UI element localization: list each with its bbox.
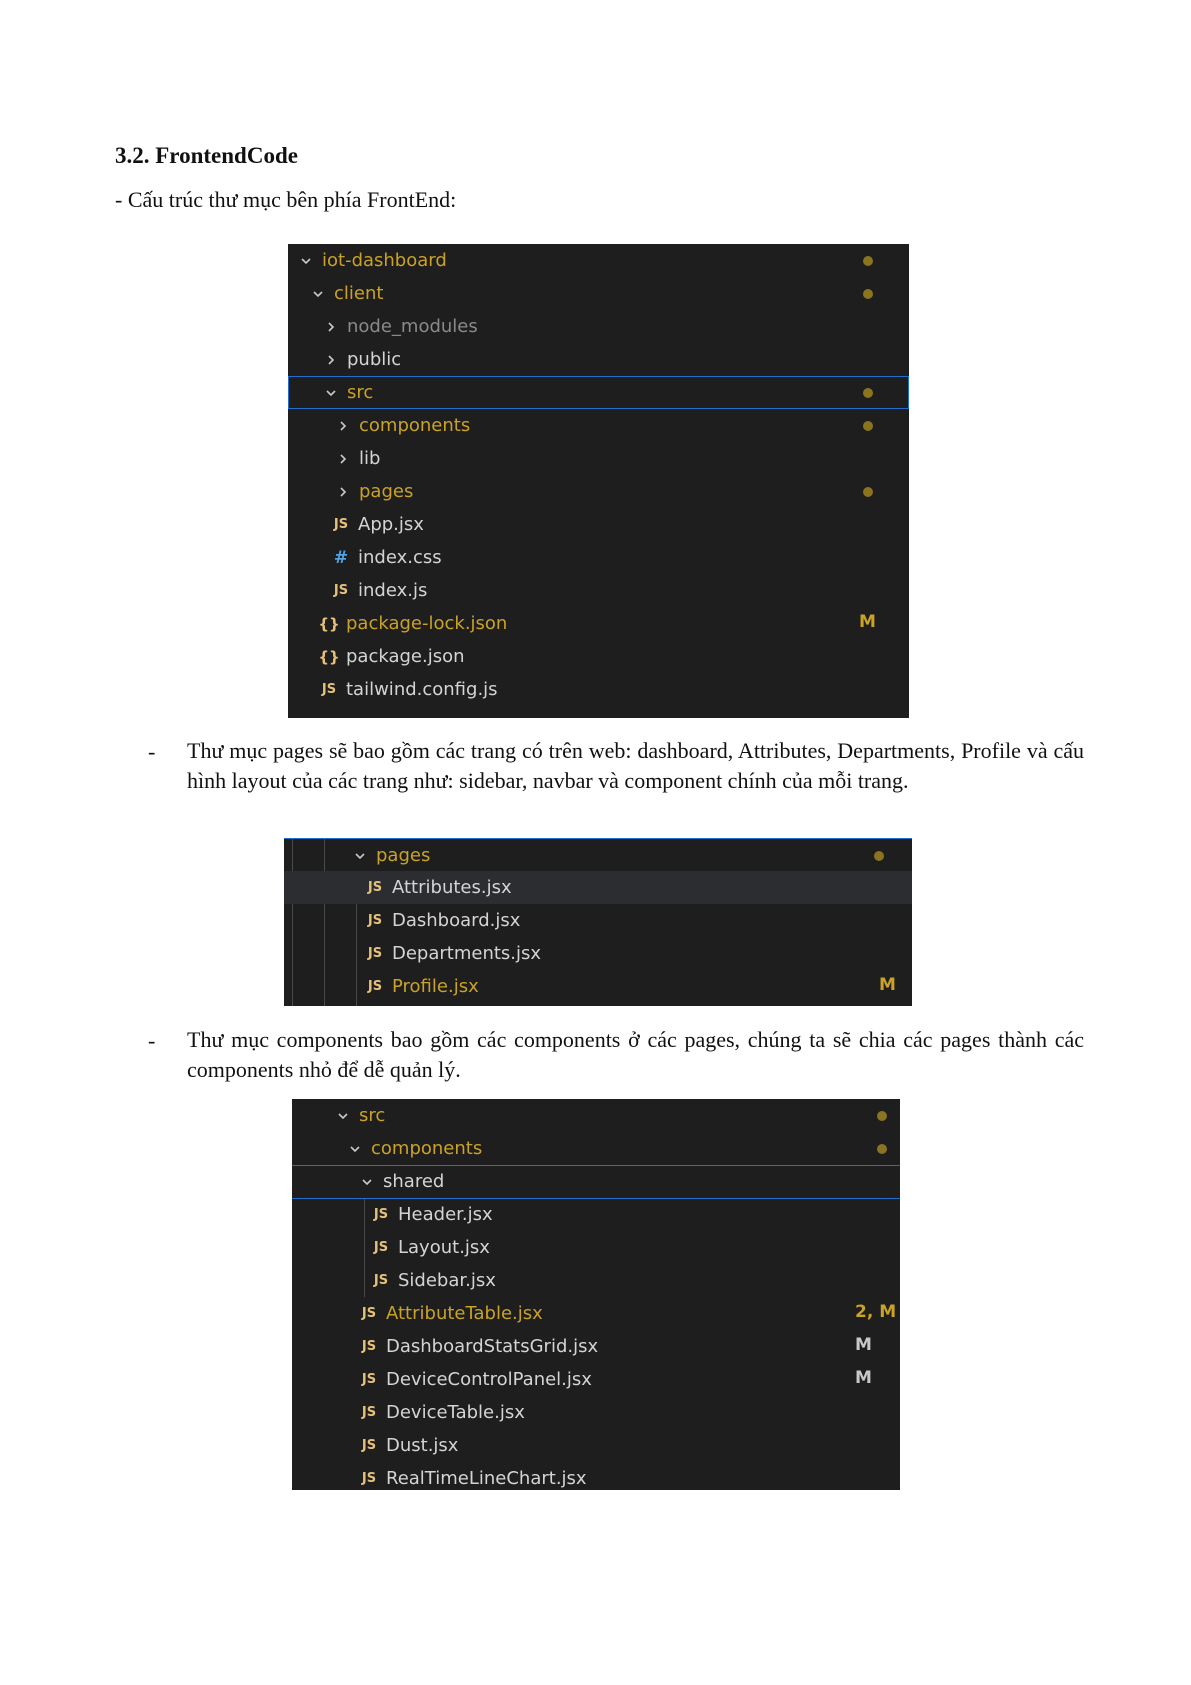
tree-file-row[interactable]: [292, 1231, 900, 1264]
tree-item-label: components: [359, 415, 471, 436]
js-file-icon: JS: [367, 913, 383, 928]
tree-item-label: AttributeTable.jsx: [386, 1303, 543, 1324]
tree-file-row[interactable]: [288, 640, 909, 673]
tree-folder-node_modules[interactable]: [288, 310, 909, 343]
tree-item-label: Departments.jsx: [392, 943, 542, 964]
tree-item-label: Layout.jsx: [398, 1237, 490, 1258]
chevron-down-icon[interactable]: [325, 387, 337, 399]
tree-item-label: DeviceControlPanel.jsx: [386, 1369, 592, 1390]
chevron-down-icon[interactable]: [300, 255, 312, 267]
tree-folder-lib[interactable]: [288, 442, 909, 475]
modified-dot-icon: [863, 421, 873, 431]
bullet-marker: -: [148, 1028, 156, 1053]
tree-item-label: shared: [383, 1171, 445, 1192]
chevron-down-icon[interactable]: [354, 850, 366, 862]
tree-item-label: pages: [376, 845, 431, 866]
js-file-icon: JS: [367, 946, 383, 961]
js-file-icon: JS: [373, 1240, 389, 1255]
tree-file-row[interactable]: [284, 937, 912, 970]
tree-file-row[interactable]: [284, 970, 912, 1003]
tree-item-label: pages: [359, 481, 414, 502]
tree-folder-src[interactable]: [292, 1099, 900, 1132]
tree-item-label: DashboardStatsGrid.jsx: [386, 1336, 599, 1357]
chevron-right-icon[interactable]: [337, 486, 349, 498]
modified-dot-icon: [863, 388, 873, 398]
file-explorer-components: [292, 1099, 900, 1490]
chevron-right-icon[interactable]: [337, 453, 349, 465]
js-file-icon: JS: [361, 1405, 377, 1420]
tree-folder-iot-dashboard[interactable]: [288, 244, 909, 277]
chevron-right-icon[interactable]: [325, 321, 337, 333]
tree-folder-pages[interactable]: [284, 838, 912, 873]
git-status-badge: 2, M: [855, 1302, 897, 1322]
section-heading: 3.2. FrontendCode: [115, 143, 298, 168]
tree-item-label: src: [347, 382, 374, 403]
file-explorer-root: [288, 244, 909, 718]
tree-item-label: package.json: [346, 646, 465, 667]
tree-file-row[interactable]: [292, 1429, 900, 1462]
js-file-icon: JS: [373, 1207, 389, 1222]
chevron-down-icon[interactable]: [337, 1110, 349, 1122]
tree-folder-components[interactable]: [292, 1132, 900, 1166]
modified-dot-icon: [874, 851, 884, 861]
js-file-icon: JS: [361, 1372, 377, 1387]
tree-item-label: Dashboard.jsx: [392, 910, 521, 931]
git-status-badge: M: [859, 612, 876, 632]
modified-dot-icon: [863, 487, 873, 497]
tree-item-label: DeviceTable.jsx: [386, 1402, 525, 1423]
js-file-icon: JS: [361, 1438, 377, 1453]
tree-file-row[interactable]: [292, 1264, 900, 1297]
chevron-down-icon[interactable]: [349, 1143, 361, 1155]
tree-item-label: node_modules: [347, 316, 478, 337]
tree-item-label: Dust.jsx: [386, 1435, 459, 1456]
tree-file-row[interactable]: [284, 904, 912, 937]
js-file-icon: JS: [373, 1273, 389, 1288]
tree-file-row[interactable]: [292, 1198, 900, 1231]
modified-dot-icon: [877, 1111, 887, 1121]
tree-item-label: Profile.jsx: [392, 976, 479, 997]
tree-item-label: index.css: [358, 547, 442, 568]
tree-file-row[interactable]: [292, 1363, 900, 1396]
js-file-icon: JS: [361, 1306, 377, 1321]
js-file-icon: JS: [367, 979, 383, 994]
css-file-icon: #: [333, 547, 349, 568]
tree-folder-src[interactable]: [288, 376, 909, 409]
tree-file-row[interactable]: [288, 673, 909, 706]
js-file-icon: JS: [321, 682, 337, 697]
modified-dot-icon: [877, 1144, 887, 1154]
tree-item-label: components: [371, 1138, 483, 1159]
bullet-marker: -: [148, 739, 156, 764]
tree-file-row[interactable]: [288, 508, 909, 541]
tree-file-row[interactable]: [284, 871, 912, 904]
components-description: Thư mục components bao gồm các components ở các pages, chúng ta sẽ chia các pages thành các components nhỏ để dễ quản lý.: [187, 1027, 1084, 1082]
modified-dot-icon: [863, 256, 873, 266]
tree-item-label: RealTimeLineChart.jsx: [386, 1468, 587, 1489]
tree-item-label: public: [347, 349, 402, 370]
chevron-right-icon[interactable]: [325, 354, 337, 366]
tree-item-label: tailwind.config.js: [346, 679, 498, 700]
git-status-badge: M: [855, 1335, 872, 1355]
json-file-icon: {}: [318, 647, 340, 666]
git-status-badge: M: [879, 975, 896, 995]
tree-item-label: src: [359, 1105, 386, 1126]
tree-folder-public[interactable]: [288, 343, 909, 376]
tree-file-row[interactable]: [292, 1462, 900, 1495]
tree-item-label: Header.jsx: [398, 1204, 493, 1225]
tree-folder-shared[interactable]: [292, 1165, 900, 1199]
tree-file-row[interactable]: [292, 1330, 900, 1363]
tree-file-row[interactable]: [292, 1396, 900, 1429]
js-file-icon: JS: [333, 583, 349, 598]
js-file-icon: JS: [367, 880, 383, 895]
tree-item-label: package-lock.json: [346, 613, 508, 634]
git-status-badge: M: [855, 1368, 872, 1388]
chevron-right-icon[interactable]: [337, 420, 349, 432]
pages-description: Thư mục pages sẽ bao gồm các trang có trên web: dashboard, Attributes, Departments, Profile và cấu hình layout của các trang như: sidebar, navbar và component chính của mỗi trang.: [187, 738, 1084, 793]
tree-item-label: client: [334, 283, 384, 304]
tree-item-label: iot-dashboard: [322, 250, 447, 271]
tree-file-row[interactable]: [288, 607, 909, 640]
tree-item-label: App.jsx: [358, 514, 424, 535]
json-file-icon: {}: [318, 614, 340, 633]
tree-item-label: lib: [359, 448, 381, 469]
js-file-icon: JS: [361, 1339, 377, 1354]
tree-folder-pages[interactable]: [288, 475, 909, 508]
tree-item-label: Attributes.jsx: [392, 877, 512, 898]
tree-file-row[interactable]: [288, 574, 909, 607]
tree-file-row[interactable]: [288, 541, 909, 574]
chevron-down-icon[interactable]: [312, 288, 324, 300]
js-file-icon: JS: [333, 517, 349, 532]
tree-item-label: index.js: [358, 580, 428, 601]
js-file-icon: JS: [361, 1471, 377, 1486]
modified-dot-icon: [863, 289, 873, 299]
chevron-down-icon[interactable]: [361, 1176, 373, 1188]
tree-folder-components[interactable]: [288, 409, 909, 442]
tree-file-row[interactable]: [292, 1297, 900, 1330]
tree-item-label: Sidebar.jsx: [398, 1270, 496, 1291]
tree-folder-client[interactable]: [288, 277, 909, 310]
file-explorer-pages: [284, 838, 912, 1006]
intro-text: - Cấu trúc thư mục bên phía FrontEnd:: [115, 187, 457, 212]
